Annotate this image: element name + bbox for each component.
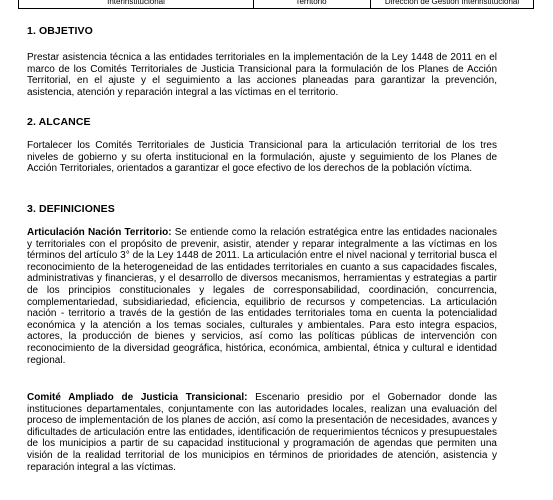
definition-text: Se entiende como la relación estratégica entre las entidades nacionales y territoriales con el propósito de prevenir, asistir, atender y reparar integralmente a las víctimas en los términos del artículo 3° de la Ley 1448 de 2011. La articulación entre el nivel nacional y territorial busca el reconocimiento de la heterogeneidad de las entidades territoriales en cuanto a sus capacidades fiscales, administrativas y financieras, y el desarrollo de diversos mecanismos, herramientas y estrategias a partir de los principios constitucionales y legales de corresponsabilidad, coordinación, concurrencia, complementariedad, subsidiariedad, eficiencia, equilibrio de recursos y competencias. La articulación nación - territorio a través de la gestión de las entidades territoriales toma en cuenta la potencialidad económica y la atención a los temas sociales, culturales y ambientales. Para esto integra espacios, actores, la producción de bienes y servicios, así como las políticas públicas de intervención con reconocimiento de la diversidad geográfica, histórica, económica, ambiental, étnica y cultural e identidad regional. bbox=[27, 227, 497, 366]
section-heading-objetivo: 1. OBJETIVO bbox=[27, 25, 93, 37]
definition-term: Articulación Nación Territorio: bbox=[27, 227, 172, 238]
header-table-row bbox=[0, 0, 553, 9]
definition-term: Comité Ampliado de Justicia Transicional: bbox=[27, 392, 248, 403]
definition-comite-ampliado bbox=[27, 392, 497, 473]
header-cell-area: Interinstitucional bbox=[18, 0, 254, 9]
objetivo-paragraph: Prestar asistencia técnica a las entidades territoriales en la implementación de la Ley 1448 de 2011 en el marco de los Comités Territoriales de Justicia Transicional para la formulación de los Planes de Acción Territorial, en el ajuste y el seguimiento a las acciones planeadas para garantizar la prevención, asistencia, atención y reparación integral a las víctimas en el territorio. bbox=[27, 52, 497, 98]
header-cell-owner: Dirección de Gestión Interinstitucional bbox=[370, 0, 534, 9]
alcance-paragraph: Fortalecer los Comités Territoriales de Justicia Transicional para la articulación territorial de los tres niveles de gobierno y su oferta institucional en la formulación, ajuste y seguimiento de los Planes de Acción Territoriales, orientados a garantizar el goce efectivo de los derechos de la población víctima. bbox=[27, 140, 497, 175]
definition-articulacion bbox=[27, 227, 497, 366]
header-cell-scope: Territorio bbox=[252, 0, 371, 9]
section-heading-alcance: 2. ALCANCE bbox=[27, 116, 91, 128]
definition-text: Escenario presidio por el Gobernador donde las instituciones departamentales, conjuntamente con las autoridades locales, realizan una evaluación del proceso de implementación de los planes de acción, así como la presentación de necesidades, avances y dificultades de articulación entre las entidades, identificación de requerimientos técnicos y presupuestales de los municipios a partir de su capacidad institucional y programación de agendas que permiten una visión de la realidad territorial de los municipios en términos de prioridades de atención, asistencia y reparación integral a las víctimas. bbox=[27, 392, 497, 473]
section-heading-definiciones: 3. DEFINICIONES bbox=[27, 203, 115, 215]
